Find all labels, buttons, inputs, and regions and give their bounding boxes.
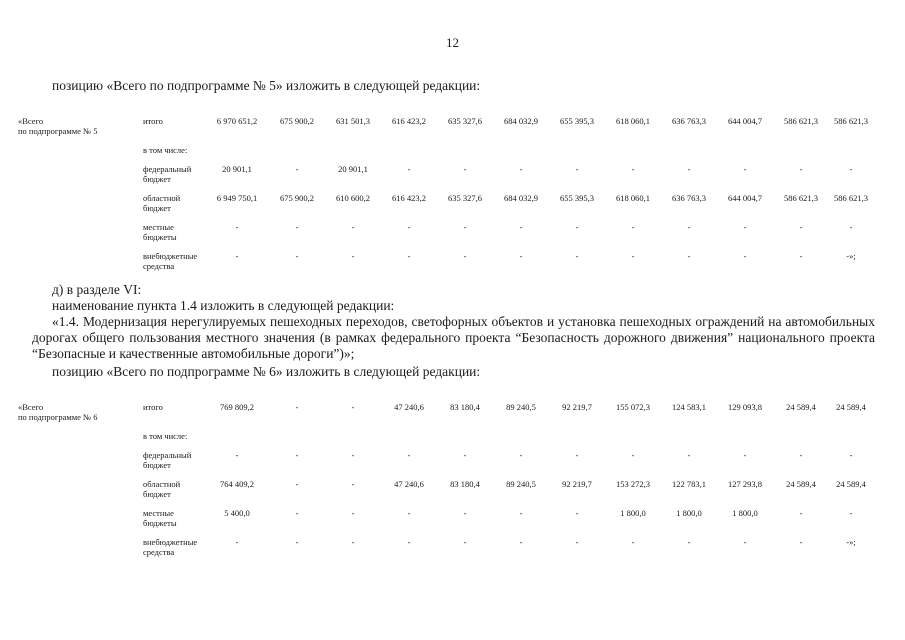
year-amount-cell: - xyxy=(519,164,523,174)
funding-source-line-1: областной xyxy=(143,193,181,203)
year-amount-cell: - xyxy=(799,251,803,261)
year-amount-cell: 20 901,1 xyxy=(338,164,368,174)
program-label-cell xyxy=(18,220,143,249)
year-amount-cell: - xyxy=(295,450,299,460)
total-amount-cell: - xyxy=(235,222,239,232)
sub6-row-5 xyxy=(18,535,873,564)
program-label-cell xyxy=(18,448,143,477)
year-amount-cell: 586 621,3 xyxy=(834,116,868,126)
year-amount-cell xyxy=(549,429,605,448)
year-amount-cell: - xyxy=(463,164,467,174)
year-amount-cell: - xyxy=(799,537,803,547)
year-amount-cell: - xyxy=(351,251,355,261)
funding-source-line-2: средства xyxy=(143,547,175,557)
item-1-4-intro: наименование пункта 1.4 изложить в следующей редакции: xyxy=(52,298,395,313)
year-amount-cell: - xyxy=(295,402,299,412)
year-amount-cell: -»; xyxy=(846,251,856,261)
year-amount-cell: 616 423,2 xyxy=(392,116,426,126)
sub5-row-2 xyxy=(18,162,873,191)
year-amount-cell: 675 900,2 xyxy=(280,116,314,126)
year-amount-cell: - xyxy=(519,508,523,518)
year-amount-cell xyxy=(717,429,773,448)
year-amount-cell xyxy=(437,429,493,448)
year-amount-cell: 47 240,6 xyxy=(394,402,424,412)
item-1-4-text xyxy=(32,314,875,362)
intro-subprogram-5: позицию «Всего по подпрограмме № 5» изложить в следующей редакции: xyxy=(52,78,481,93)
year-amount-cell xyxy=(829,429,873,448)
funding-source-line-1: областной xyxy=(143,479,181,489)
year-amount-cell: 675 900,2 xyxy=(280,193,314,203)
year-amount-cell: - xyxy=(743,222,747,232)
funding-source-line-1: внебюджетные xyxy=(143,251,198,261)
year-amount-cell: - xyxy=(687,450,691,460)
year-amount-cell: - xyxy=(351,537,355,547)
year-amount-cell: - xyxy=(407,251,411,261)
subprogram-5-table xyxy=(18,114,873,278)
year-amount-cell: 122 783,1 xyxy=(672,479,706,489)
year-amount-cell: 24 589,4 xyxy=(836,402,866,412)
year-amount-cell xyxy=(325,143,381,162)
year-amount-cell: 631 501,3 xyxy=(336,116,370,126)
year-amount-cell: 586 621,3 xyxy=(784,193,818,203)
sub5-row-4 xyxy=(18,220,873,249)
year-amount-cell: 635 327,6 xyxy=(448,193,482,203)
year-amount-cell xyxy=(605,143,661,162)
year-amount-cell xyxy=(269,429,325,448)
year-amount-cell: 644 004,7 xyxy=(728,193,762,203)
year-amount-cell: - xyxy=(743,450,747,460)
funding-source-line-1: местные xyxy=(143,222,174,232)
year-amount-cell: - xyxy=(849,450,853,460)
year-amount-cell: 124 583,1 xyxy=(672,402,706,412)
total-amount-cell xyxy=(205,143,269,162)
year-amount-cell: - xyxy=(631,164,635,174)
item-1-4-text-content: «1.4. Модернизация нерегулируемых пешеходных переходов, светофорных объектов и установка пешеходных ограждений на автомобильных дорогах общего пользования местного значения (в рамках федерального проекта “Безопасность дорожного движения” национального проекта “Безопасные и качественные автомобильные дороги”)»; xyxy=(32,314,875,361)
year-amount-cell: - xyxy=(631,450,635,460)
year-amount-cell xyxy=(269,143,325,162)
program-label-cell xyxy=(18,162,143,191)
total-amount-cell: 6 949 750,1 xyxy=(216,193,258,203)
year-amount-cell: 684 032,9 xyxy=(504,193,538,203)
year-amount-cell: - xyxy=(351,222,355,232)
year-amount-cell: - xyxy=(575,537,579,547)
year-amount-cell: - xyxy=(519,450,523,460)
funding-source-label xyxy=(143,249,205,278)
year-amount-cell: 610 600,2 xyxy=(336,193,370,203)
year-amount-cell: - xyxy=(575,508,579,518)
funding-source-line-1: федеральный xyxy=(143,450,192,460)
funding-source-line-1: в том числе: xyxy=(143,431,188,441)
total-amount-cell: 20 901,1 xyxy=(222,164,252,174)
year-amount-cell: 635 327,6 xyxy=(448,116,482,126)
year-amount-cell: - xyxy=(519,222,523,232)
total-amount-cell: 764 409,2 xyxy=(220,479,254,489)
total-amount-cell xyxy=(205,429,269,448)
year-amount-cell: 636 763,3 xyxy=(672,116,706,126)
funding-source-line-1: итого xyxy=(143,402,163,412)
year-amount-cell: 24 589,4 xyxy=(786,479,816,489)
total-amount-cell: - xyxy=(235,450,239,460)
year-amount-cell xyxy=(325,429,381,448)
funding-source-label xyxy=(143,143,205,162)
year-amount-cell xyxy=(605,429,661,448)
year-amount-cell: - xyxy=(295,251,299,261)
year-amount-cell: 644 004,7 xyxy=(728,116,762,126)
sub5-row-1 xyxy=(18,143,873,162)
year-amount-cell xyxy=(717,143,773,162)
year-amount-cell: - xyxy=(351,450,355,460)
program-label-cell xyxy=(18,477,143,506)
year-amount-cell: - xyxy=(351,508,355,518)
year-amount-cell: - xyxy=(799,508,803,518)
year-amount-cell: 616 423,2 xyxy=(392,193,426,203)
year-amount-cell: 89 240,5 xyxy=(506,402,536,412)
sub5-row-5 xyxy=(18,249,873,278)
funding-source-label xyxy=(143,114,205,143)
funding-source-label xyxy=(143,429,205,448)
year-amount-cell: 618 060,1 xyxy=(616,116,650,126)
year-amount-cell: - xyxy=(799,164,803,174)
year-amount-cell xyxy=(437,143,493,162)
total-amount-cell: 5 400,0 xyxy=(224,508,250,518)
year-amount-cell: - xyxy=(295,222,299,232)
total-amount-cell: 6 970 651,2 xyxy=(216,116,258,126)
funding-source-line-1: в том числе: xyxy=(143,145,188,155)
year-amount-cell: - xyxy=(407,450,411,460)
year-amount-cell: 89 240,5 xyxy=(506,479,536,489)
program-label-cell xyxy=(18,400,143,429)
funding-source-label xyxy=(143,400,205,429)
page-number: 12 xyxy=(446,35,459,50)
program-label-cell xyxy=(18,429,143,448)
sub6-row-3 xyxy=(18,477,873,506)
program-label-cell xyxy=(18,249,143,278)
program-label-cell xyxy=(18,143,143,162)
year-amount-cell: 24 589,4 xyxy=(786,402,816,412)
sub5-row-3 xyxy=(18,191,873,220)
year-amount-cell: - xyxy=(799,450,803,460)
program-label-cell xyxy=(18,535,143,564)
year-amount-cell: 92 219,7 xyxy=(562,479,592,489)
funding-source-label xyxy=(143,506,205,535)
year-amount-cell: - xyxy=(463,222,467,232)
year-amount-cell: 155 072,3 xyxy=(616,402,650,412)
year-amount-cell: 655 395,3 xyxy=(560,116,594,126)
year-amount-cell xyxy=(829,143,873,162)
year-amount-cell: - xyxy=(687,251,691,261)
year-amount-cell: 1 800,0 xyxy=(676,508,702,518)
year-amount-cell: - xyxy=(575,164,579,174)
funding-source-line-2: бюджет xyxy=(143,489,171,499)
year-amount-cell: 153 272,3 xyxy=(616,479,650,489)
year-amount-cell xyxy=(773,429,829,448)
sub6-row-4 xyxy=(18,506,873,535)
program-label-cell xyxy=(18,506,143,535)
year-amount-cell: 92 219,7 xyxy=(562,402,592,412)
total-amount-cell: - xyxy=(235,251,239,261)
funding-source-label xyxy=(143,535,205,564)
year-amount-cell: - xyxy=(351,402,355,412)
year-amount-cell: - xyxy=(631,537,635,547)
year-amount-cell: - xyxy=(295,508,299,518)
funding-source-label xyxy=(143,477,205,506)
year-amount-cell xyxy=(381,143,437,162)
year-amount-cell: 127 293,8 xyxy=(728,479,762,489)
year-amount-cell xyxy=(661,143,717,162)
funding-source-label xyxy=(143,448,205,477)
year-amount-cell: - xyxy=(463,450,467,460)
year-amount-cell xyxy=(549,143,605,162)
year-amount-cell: - xyxy=(295,479,299,489)
year-amount-cell: - xyxy=(687,164,691,174)
funding-source-line-1: итого xyxy=(143,116,163,126)
year-amount-cell: - xyxy=(743,537,747,547)
year-amount-cell: 24 589,4 xyxy=(836,479,866,489)
year-amount-cell: 684 032,9 xyxy=(504,116,538,126)
year-amount-cell: 83 180,4 xyxy=(450,479,480,489)
year-amount-cell: 47 240,6 xyxy=(394,479,424,489)
intro-subprogram-6: позицию «Всего по подпрограмме № 6» изложить в следующей редакции: xyxy=(52,364,481,379)
year-amount-cell xyxy=(661,429,717,448)
year-amount-cell: - xyxy=(519,537,523,547)
funding-source-label xyxy=(143,220,205,249)
year-amount-cell: - xyxy=(407,164,411,174)
funding-source-label xyxy=(143,191,205,220)
year-amount-cell: - xyxy=(631,222,635,232)
year-amount-cell: - xyxy=(575,251,579,261)
year-amount-cell: - xyxy=(407,537,411,547)
year-amount-cell: - xyxy=(295,537,299,547)
year-amount-cell: 1 800,0 xyxy=(732,508,758,518)
funding-source-line-2: бюджеты xyxy=(143,518,177,528)
program-label-line-2: по подпрограмме № 6 xyxy=(18,412,98,422)
year-amount-cell: - xyxy=(575,450,579,460)
year-amount-cell: - xyxy=(295,164,299,174)
year-amount-cell: 586 621,3 xyxy=(784,116,818,126)
program-label-line-1: «Всего xyxy=(18,116,44,126)
funding-source-line-2: средства xyxy=(143,261,175,271)
program-label-cell xyxy=(18,191,143,220)
year-amount-cell: -»; xyxy=(846,537,856,547)
year-amount-cell: - xyxy=(351,479,355,489)
funding-source-line-2: бюджет xyxy=(143,203,171,213)
year-amount-cell: - xyxy=(687,537,691,547)
sub6-row-2 xyxy=(18,448,873,477)
year-amount-cell: 618 060,1 xyxy=(616,193,650,203)
total-amount-cell: - xyxy=(235,537,239,547)
year-amount-cell: 636 763,3 xyxy=(672,193,706,203)
year-amount-cell: - xyxy=(687,222,691,232)
year-amount-cell: - xyxy=(743,251,747,261)
year-amount-cell: 129 093,8 xyxy=(728,402,762,412)
funding-source-line-1: местные xyxy=(143,508,174,518)
total-amount-cell: 769 809,2 xyxy=(220,402,254,412)
year-amount-cell: - xyxy=(463,251,467,261)
funding-source-label xyxy=(143,162,205,191)
funding-source-line-2: бюджет xyxy=(143,460,171,470)
year-amount-cell: - xyxy=(849,222,853,232)
year-amount-cell: - xyxy=(407,222,411,232)
funding-source-line-2: бюджеты xyxy=(143,232,177,242)
sub5-row-0 xyxy=(18,114,873,143)
year-amount-cell: - xyxy=(407,508,411,518)
sub6-row-1 xyxy=(18,429,873,448)
year-amount-cell: - xyxy=(519,251,523,261)
year-amount-cell: - xyxy=(799,222,803,232)
year-amount-cell: - xyxy=(463,537,467,547)
year-amount-cell xyxy=(493,143,549,162)
program-label-line-1: «Всего xyxy=(18,402,44,412)
year-amount-cell: - xyxy=(575,222,579,232)
funding-source-line-1: федеральный xyxy=(143,164,192,174)
program-label-line-2: по подпрограмме № 5 xyxy=(18,126,98,136)
section-d-heading: д) в разделе VI: xyxy=(52,282,142,297)
funding-source-line-1: внебюджетные xyxy=(143,537,198,547)
year-amount-cell: 655 395,3 xyxy=(560,193,594,203)
subprogram-6-table xyxy=(18,400,873,564)
funding-source-line-2: бюджет xyxy=(143,174,171,184)
year-amount-cell: - xyxy=(743,164,747,174)
year-amount-cell: - xyxy=(463,508,467,518)
year-amount-cell: 1 800,0 xyxy=(620,508,646,518)
year-amount-cell: - xyxy=(849,508,853,518)
year-amount-cell: - xyxy=(631,251,635,261)
year-amount-cell xyxy=(493,429,549,448)
year-amount-cell xyxy=(773,143,829,162)
year-amount-cell: 586 621,3 xyxy=(834,193,868,203)
year-amount-cell: - xyxy=(849,164,853,174)
year-amount-cell: 83 180,4 xyxy=(450,402,480,412)
program-label-cell xyxy=(18,114,143,143)
year-amount-cell xyxy=(381,429,437,448)
sub6-row-0 xyxy=(18,400,873,429)
